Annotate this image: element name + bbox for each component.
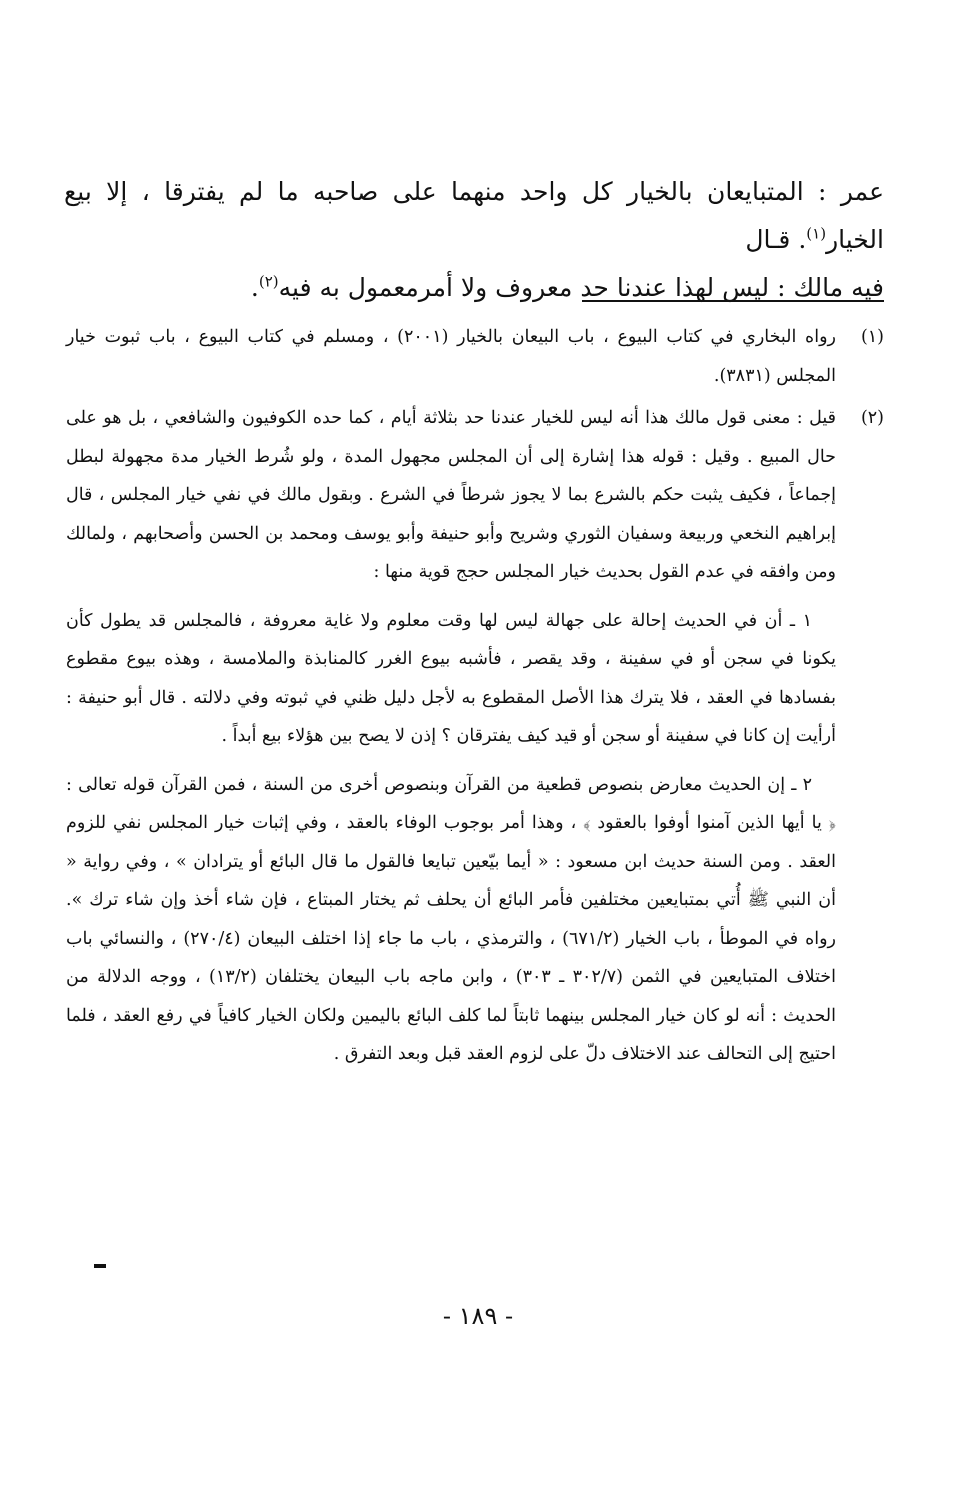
footnote-separator bbox=[582, 300, 884, 302]
footnote-2 bbox=[66, 399, 884, 1074]
footnote-ref-1: (١) bbox=[806, 224, 827, 243]
page-number: - ١٨٩ - bbox=[442, 1302, 514, 1330]
footnotes bbox=[66, 318, 884, 1078]
footnote-2-para-2: ٢ ـ إن الحديث معارض بنصوص قطعية من القرآن وبنصوص أخرى من السنة ، فمن القرآن قوله تعالى : ﴿ يا أيها الذين آمنوا أوفوا بالعقود ﴾ ، وهذا أمر بوجوب الوفاء بالعقد ، وفي إثبات خيار المجلس نفي للزوم العقد . ومن السنة حديث ابن مسعود : « أيما بيّعين تبايعا فالقول ما قال البائع أو يترادان » ، وفي رواية « أن النبي ﷺ أُتي بمتبايعين مختلفين فأمر البائع أن يحلف ثم يختار المبتاع ، فإن شاء أخذ وإن شاء ترك ». رواه في الموطأ ، باب الخيار (٦٧١/٢) ، والترمذي ، باب ما جاء إذا اختلف البيعان (٢٧٠/٤) ، والنسائي باب اختلاف المتبايعين في الثمن (٣٠٢/٧ ـ ٣٠٣) ، وابن ماجه باب البيعان يختلفان (١٣/٢) ، ووجه الدلالة من الحديث : أنه لو كان خيار المجلس بينهما ثابتاً لما كلف البائع باليمين ولكان الخيار كافياً في رفع العقد ، فلما احتيج إلى التحالف عند الاختلاف دلّ على لزوم العقد قبل وبعد التفرق . bbox=[66, 774, 837, 1064]
main-line-2 bbox=[64, 264, 884, 312]
footnote-1 bbox=[66, 318, 884, 395]
main-line-2-end: . bbox=[250, 273, 259, 302]
footnote-2-number: (٢) bbox=[860, 408, 884, 428]
footnote-ref-2: (٢) bbox=[258, 272, 279, 291]
main-line-2-text: فيه مالك : ليس لهذا عندنا حد معروف ولا أمرمعمول به فيه bbox=[278, 273, 884, 302]
footnote-2-text: قيل : معنى قول مالك هذا أنه ليس للخيار عندنا حد بثلاثة أيام ، كما حده الكوفيون والشافعي ، بل هو على حال المبيع . وقيل : قوله هذا إشارة إلى أن المجلس مجهول المدة ، ولو شُرط الخيار مدة مجهولة لبطل إجماعاً ، فكيف يثبت حكم بالشرع بما لا يجوز شرطاً في الشرع . وبقول مالك في نفي خيار المجلس ، قال إبراهيم النخعي وربيعة وسفيان الثوري وشريح وأبو حنيفة وأبو يوسف ومحمد بن الحسن وأصحابهم ، ولمالك ومن وافقه في عدم القول بحديث خيار المجلس حجج قوية منها : bbox=[66, 408, 836, 582]
continuation-mark bbox=[94, 1264, 106, 1268]
main-line-1 bbox=[64, 168, 884, 264]
main-line-1-end: . قـال bbox=[745, 225, 807, 254]
footnote-1-text: رواه البخاري في كتاب البيوع ، باب البيعان بالخيار (٢٠٠١) ، ومسلم في كتاب البيوع ، باب ثبوت خيار المجلس (٣٨٣١). bbox=[66, 327, 836, 386]
footnote-1-number: (١) bbox=[860, 327, 884, 347]
main-line-1-text: عمر : المتبايعان بالخيار كل واحد منهما على صاحبه ما لم يفترقا ، إلا بيع الخيار bbox=[64, 177, 884, 254]
main-text bbox=[64, 168, 884, 312]
footnote-2-para-1: ١ ـ أن في الحديث إحالة على جهالة ليس لها وقت معلوم ولا غاية معروفة ، فالمجلس قد يطول كأن يكونا في سجن أو في سفينة ، وقد يقصر ، فأشبه بيوع الغرر كالمنابذة والملامسة ، وهذه بيوع مقطوع بفسادها في العقد ، فلا يترك هذا الأصل المقطوع به لأجل دليل ظني في ثبوته وفي دلالته . قال أبو حنيفة : أرأيت إن كانا في سفينة أو سجن أو قيد كيف يفترقان ؟ إذن لا يصح بين هؤلاء بيع أبداً . bbox=[66, 610, 836, 746]
